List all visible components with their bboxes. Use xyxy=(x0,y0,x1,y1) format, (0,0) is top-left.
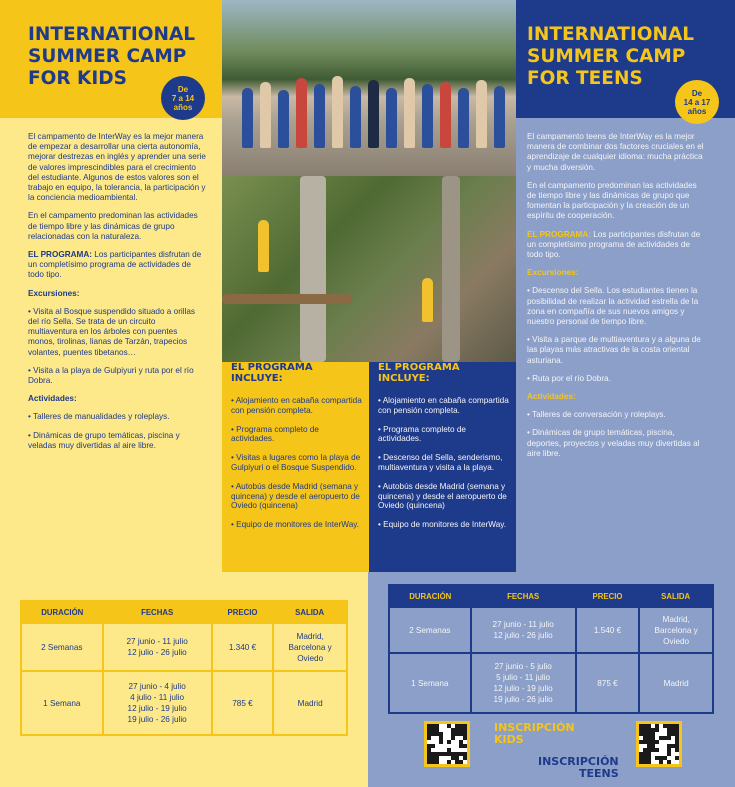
program-item: • Autobús desde Madrid (semana y quincena) y desde el aeropuerto de Oviedo (quincena) xyxy=(378,481,507,511)
kids-title-line: FOR KIDS xyxy=(28,68,127,89)
program-title-line: INCLUYE: xyxy=(378,373,430,384)
kids-price-table xyxy=(20,600,348,736)
actividad-item: • Talleres de conversación y roleplays. xyxy=(527,410,666,420)
program-title-line: EL PROGRAMA xyxy=(378,362,460,373)
program-title xyxy=(378,362,460,384)
adventure-park-photo xyxy=(222,176,516,362)
teens-intro: El campamento teens de InterWay es la mejor manera de combinar dos factores cruciales en el aprendizaje de cualquier idioma: mucha práctica y mucha diversión. xyxy=(527,132,704,172)
teens-paragraph: En el campamento predominan las actividades de tiempo libre y las dinámicas de grupo que fomentan la participación y la creación de un espíritu de cooperación. xyxy=(527,180,697,221)
teens-title-line: FOR TEENS xyxy=(527,68,643,89)
badge-text: De xyxy=(691,88,703,98)
cell-duracion: 1 Semana xyxy=(389,653,471,713)
kids-programa xyxy=(28,250,206,281)
excursiones-label: Excursiones: xyxy=(527,268,579,278)
cell-precio: 1.540 € xyxy=(576,607,640,653)
header-fechas: FECHAS xyxy=(471,585,576,607)
actividades-label: Actividades: xyxy=(28,394,77,404)
cell-precio: 875 € xyxy=(576,653,640,713)
program-item: • Programa completo de actividades. xyxy=(231,424,319,444)
program-title xyxy=(231,362,313,384)
badge-text: años xyxy=(687,106,707,116)
teens-title-line: INTERNATIONAL xyxy=(527,24,695,45)
teens-age-badge xyxy=(675,80,719,124)
excursion-item: • Visita a la playa de Gulpiyuri y ruta por el río Dobra. xyxy=(28,365,194,386)
cell-fechas: 27 junio - 4 julio 4 julio - 11 julio 12 julio - 19 julio 19 julio - 26 julio xyxy=(103,671,212,735)
excursion-item: • Visita a parque de multiaventura y a alguna de las playas más atractivas de la costa oriental asturiana. xyxy=(527,335,701,365)
program-list xyxy=(231,396,363,539)
excursion-item: • Visita al Bosque suspendido situado a orillas del río Sella. Se trata de un circuito multiaventura en los árboles con puentes monos, tirolinas, lianas de Tarzán, trapecios volantes, puentes tibetanos… xyxy=(28,306,196,357)
cell-salida: Madrid, Barcelona y Oviedo xyxy=(273,623,347,671)
excursiones-label: Excursiones: xyxy=(28,288,80,298)
cell-fechas: 27 junio - 11 julio 12 julio - 26 julio xyxy=(471,607,576,653)
table-row xyxy=(21,671,347,735)
program-title-line: INCLUYE: xyxy=(231,373,283,384)
excursion-item: • Ruta por el río Dobra. xyxy=(527,373,611,383)
badge-text: De xyxy=(177,84,189,94)
kids-title-line: INTERNATIONAL xyxy=(28,24,196,45)
teens-registration-label[interactable] xyxy=(538,756,619,780)
program-item: • Equipo de monitores de InterWay. xyxy=(231,520,360,530)
program-list xyxy=(378,396,510,539)
program-item: • Visitas a lugares como la playa de Gulpiyuri o el Bosque Suspendido. xyxy=(231,453,361,472)
header-duracion: DURACIÓN xyxy=(389,585,471,607)
cell-precio: 1.340 € xyxy=(212,623,274,671)
header-precio: PRECIO xyxy=(212,601,274,623)
group-kayak-photo xyxy=(222,0,516,176)
teens-program-panel xyxy=(369,362,516,572)
programa-label: EL PROGRAMA: xyxy=(527,229,591,239)
cell-precio: 785 € xyxy=(212,671,274,735)
kids-age-badge xyxy=(161,76,205,120)
cell-salida: Madrid xyxy=(639,653,713,713)
cell-duracion: 2 Semanas xyxy=(21,623,103,671)
teens-price-table xyxy=(388,584,714,714)
program-item: • Alojamiento en cabaña compartida con pensión completa. xyxy=(231,396,362,415)
cell-salida: Madrid, Barcelona y Oviedo xyxy=(639,607,713,653)
kids-paragraph: En el campamento predominan las actividades de tiempo libre y las dinámicas de grupo relacionadas con la naturaleza. xyxy=(28,211,198,241)
programa-label: EL PROGRAMA: xyxy=(28,250,92,260)
kids-registration-label[interactable] xyxy=(494,722,575,746)
header-salida: SALIDA xyxy=(639,585,713,607)
header-fechas: FECHAS xyxy=(103,601,212,623)
program-item: • Equipo de monitores de InterWay. xyxy=(378,520,507,530)
header-duracion: DURACIÓN xyxy=(21,601,103,623)
program-item: • Autobús desde Madrid (semana y quincena) y desde el aeropuerto de Oviedo (quincena) xyxy=(231,481,360,511)
cell-salida: Madrid xyxy=(273,671,347,735)
badge-text: años xyxy=(173,102,193,112)
table-header-row xyxy=(21,601,347,623)
header-salida: SALIDA xyxy=(273,601,347,623)
kids-program-panel xyxy=(222,362,369,572)
actividad-item: • Dinámicas de grupo temáticas, piscina, deportes, proyectos y veladas muy divertidas al aire libre. xyxy=(527,428,700,458)
teens-programa xyxy=(527,230,707,261)
program-item: • Descenso del Sella, senderismo, multiaventura y visita a la playa. xyxy=(378,453,503,472)
excursion-item: • Descenso del Sella. Los estudiantes tienen la posibilidad de realizar la actividad estrella de la zona en compañía de sus nuevos amigos y nuestro personal de tiempo libre. xyxy=(527,286,699,327)
registration-text: INSCRIPCIÓN xyxy=(538,755,619,768)
actividades-label: Actividades: xyxy=(527,392,576,402)
programa-text: Los participantes disfrutan de un completísimo programa de actividades de todo tipo. xyxy=(527,229,701,260)
header-precio: PRECIO xyxy=(576,585,640,607)
table-row xyxy=(21,623,347,671)
teens-title xyxy=(527,24,717,90)
registration-text: INSCRIPCIÓN xyxy=(494,721,575,734)
kids-description xyxy=(28,132,206,459)
kids-title-line: SUMMER CAMP xyxy=(28,46,187,67)
actividad-item: • Talleres de manualidades y roleplays. xyxy=(28,412,170,422)
program-item: • Alojamiento en cabaña compartida con pensión completa. xyxy=(378,396,509,415)
cell-fechas: 27 junio - 11 julio 12 julio - 26 julio xyxy=(103,623,212,671)
program-title-line: EL PROGRAMA xyxy=(231,362,313,373)
table-header-row xyxy=(389,585,713,607)
cell-fechas: 27 junio - 5 julio 5 julio - 11 julio 12 julio - 19 julio 19 julio - 26 julio xyxy=(471,653,576,713)
badge-text: 14 a 17 xyxy=(683,97,711,107)
cell-duracion: 2 Semanas xyxy=(389,607,471,653)
cell-duracion: 1 Semana xyxy=(21,671,103,735)
table-row xyxy=(389,653,713,713)
teens-description xyxy=(527,132,707,467)
program-item: • Programa completo de actividades. xyxy=(378,424,466,444)
kids-qr-code[interactable] xyxy=(424,721,470,767)
registration-text: KIDS xyxy=(494,733,524,746)
teens-title-line: SUMMER CAMP xyxy=(527,46,686,67)
teens-qr-code[interactable] xyxy=(636,721,682,767)
kids-intro: El campamento de InterWay es la mejor manera de empezar a desarrollar una cierta autonomía, mejorar destrezas en inglés y aprender una serie de valores imprescindibles para el crecimiento del estudiante. Algunos de estos valores son el trabajo en equipo, la tolerancia, la participación y la conciencia medioambiental. xyxy=(28,132,206,203)
actividad-item: • Dinámicas de grupo temáticas, piscina y veladas muy divertidas al aire libre. xyxy=(28,430,180,450)
badge-text: 7 a 14 xyxy=(171,93,195,103)
table-row xyxy=(389,607,713,653)
programa-text: Los participantes disfrutan de un completísimo programa de actividades de todo tipo. xyxy=(28,250,202,280)
registration-text: TEENS xyxy=(578,767,619,780)
